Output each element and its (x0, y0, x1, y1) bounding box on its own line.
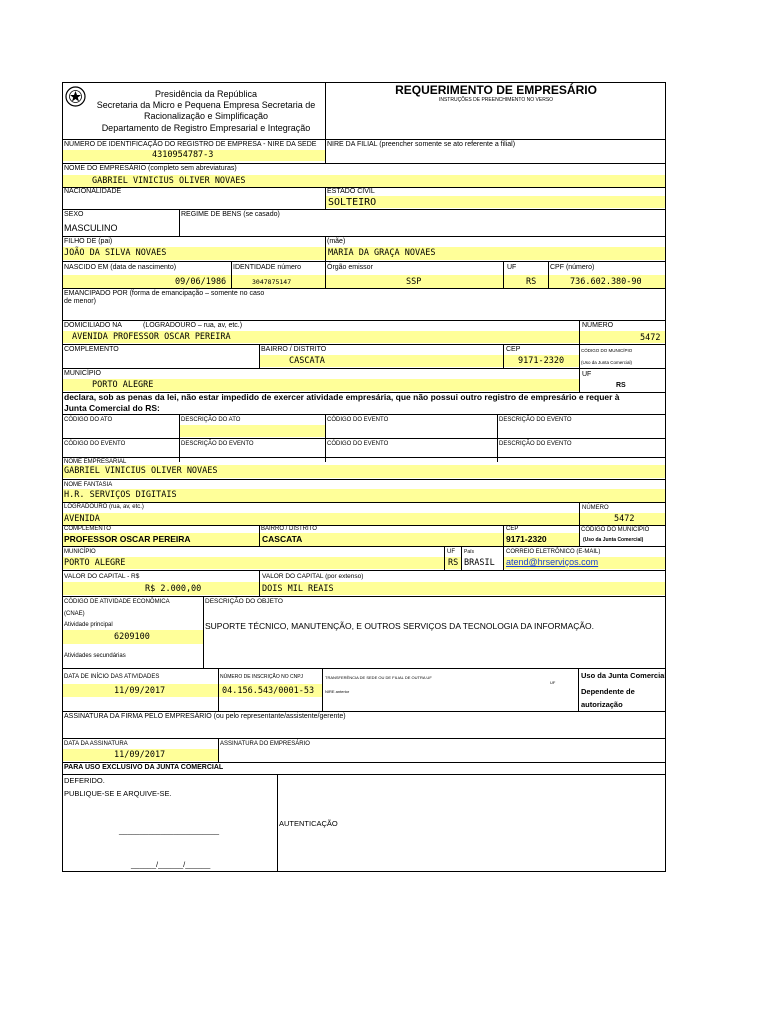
header-org2: Secretaria da Micro e Pequena Empresa Secretaria de (96, 100, 316, 110)
nome-fantasia-value[interactable]: H.R. SERVIÇOS DIGITAIS (64, 490, 177, 500)
nascido-label: NASCIDO EM (data de nascimento) (64, 264, 177, 271)
cnae-label-2: (CNAE) (64, 611, 85, 617)
header-org3: Racionalização e Simplificação (143, 111, 269, 121)
municipio-label: MUNICÍPIO (64, 370, 101, 377)
cnae-value[interactable]: 6209100 (114, 632, 150, 642)
nascimento-value[interactable]: 09/06/1986 (175, 277, 227, 287)
uso-junta-small-label: (Uso da Junta Comercial) (581, 360, 633, 365)
signature-line: ________________________ (119, 826, 220, 835)
bairro-value[interactable]: CASCATA (289, 356, 325, 366)
pais-label: País (464, 549, 475, 555)
date-line: ______/______/______ (131, 860, 211, 869)
bairro2-label: BAIRRO / DISTRITO (261, 526, 317, 532)
pai-value[interactable]: JOÃO DA SILVA NOVAES (64, 248, 167, 258)
codigo-evento-label-3: CÓDIGO DO EVENTO (327, 441, 389, 447)
form-title: REQUERIMENTO DE EMPRESÁRIO (395, 83, 597, 97)
complemento2-label: COMPLEMENTO (64, 526, 111, 532)
estado-civil-value[interactable]: SOLTEIRO (328, 197, 377, 208)
numero-label: NÚMERO (582, 322, 614, 329)
filho-pai-label: FILHO DE (pai) (64, 238, 113, 245)
municipio-uf-label: UF (582, 371, 592, 378)
identidade-value[interactable]: 3047875147 (252, 278, 292, 286)
declaracao-text-2: Junta Comercial do RS: (64, 403, 160, 413)
descricao-objeto-label: DESCRIÇÃO DO OBJETO (205, 598, 283, 605)
nome-empresario-label: NOME DO EMPRESÁRIO (completo sem abreviaturas) (64, 165, 237, 172)
cod-municipio-small-label: CÓDIGO DO MUNICÍPIO (581, 348, 633, 353)
email-link[interactable]: atend@hrserviços.com (506, 557, 599, 567)
assinatura-empresario-label: ASSINATURA DO EMPRESÁRIO (220, 741, 310, 747)
nome-fantasia-label: NOME FANTASIA (64, 482, 113, 488)
municipio-uf-value[interactable]: RS (616, 382, 626, 389)
identidade-label: IDENTIDADE número (233, 264, 302, 271)
orgao-value[interactable]: SSP (406, 277, 422, 287)
logradouro-hint: (LOGRADOURO – rua, av, etc.) (143, 322, 243, 329)
sexo-value[interactable]: MASCULINO (64, 223, 118, 233)
inscricao-cnpj-label: NÚMERO DE INSCRIÇÃO NO CNPJ (220, 674, 304, 680)
cep2-value[interactable]: 9171-2320 (506, 534, 547, 544)
nire-sede-label: NÚMERO DE IDENTIFICAÇÃO DO REGISTRO DE EMPRESA - NIRE DA SEDE (64, 141, 317, 148)
deferido-label: DEFERIDO. (64, 776, 105, 785)
uso-junta-box-3: autorização (581, 700, 623, 709)
sexo-label: SEXO (64, 211, 84, 218)
municipio2-value[interactable]: PORTO ALEGRE (64, 558, 126, 568)
numero-value[interactable]: 5472 (640, 333, 661, 343)
autenticacao-label: AUTENTICAÇÃO (279, 819, 338, 828)
nire-anterior-label: NIRE anterior (325, 689, 350, 694)
nome-empresario-value[interactable]: GABRIEL VINICIUS OLIVER NOVAES (92, 176, 246, 186)
descricao-evento-label-2: DESCRIÇÃO DO EVENTO (181, 441, 254, 447)
objeto-value[interactable]: SUPORTE TÉCNICO, MANUTENÇÃO, E OUTROS SERVIÇOS DA TECNOLOGIA DA INFORMAÇÃO. (205, 621, 595, 631)
data-inicio-label: DATA DE INÍCIO DAS ATIVIDADES (64, 674, 160, 680)
orgao-label: Órgão emissor (327, 264, 373, 271)
emancipado-label-2: de menor) (64, 298, 96, 305)
descricao-ato-label: DESCRIÇÃO DO ATO (181, 417, 241, 423)
atividade-principal-label: Atividade principal (64, 622, 113, 628)
cep2-label: CEP (506, 526, 519, 532)
mae-value[interactable]: MARIA DA GRAÇA NOVAES (328, 248, 436, 258)
cep-label: CEP (506, 346, 521, 353)
valor-capital-value[interactable]: R$ 2.000,00 (145, 584, 202, 594)
cpf-label: CPF (número) (550, 264, 595, 271)
mae-label: (mãe) (327, 238, 346, 245)
complemento2-value[interactable]: PROFESSOR OSCAR PEREIRA (64, 534, 191, 544)
nire-sede-value[interactable]: 4310954787-3 (152, 150, 214, 160)
uso-junta-box-1: Uso da Junta Comercial (581, 671, 667, 680)
nacionalidade-label: NACIONALIDADE (64, 188, 122, 195)
numero2-label: NÚMERO (582, 505, 609, 511)
cep-value[interactable]: 9171-2320 (518, 356, 565, 366)
bairro-label: BAIRRO / DISTRITO (261, 346, 327, 353)
data-inicio-value[interactable]: 11/09/2017 (114, 686, 166, 696)
transferencia-uf-label: UF (550, 680, 556, 685)
numero2-value[interactable]: 5472 (614, 514, 635, 524)
logradouro-value[interactable]: AVENIDA PROFESSOR OSCAR PEREIRA (72, 332, 231, 342)
declaracao-text: declara, sob as penas da lei, não estar impedido de exercer atividade empresária, que não possui outro registro de empresário e requer à (64, 392, 620, 402)
descricao-evento-label-3: DESCRIÇÃO DO EVENTO (499, 441, 572, 447)
municipio-value[interactable]: PORTO ALEGRE (92, 380, 154, 390)
pais-value[interactable]: BRASIL (464, 558, 495, 568)
uf-value[interactable]: RS (526, 277, 537, 287)
regime-bens-label: REGIME DE BENS (se casado) (181, 211, 280, 218)
email-label: CORREIO ELETRÔNICO (E-MAIL) (506, 549, 601, 555)
codigo-evento-label-1: CÓDIGO DO EVENTO (327, 417, 389, 423)
publique-label: PUBLIQUE-SE E ARQUIVE-SE. (64, 789, 172, 798)
valor-extenso-label: VALOR DO CAPITAL (por extenso) (262, 573, 364, 580)
cnae-label: CÓDIGO DE ATIVIDADE ECONÔMICA (64, 599, 170, 605)
uf2-label: UF (447, 549, 455, 555)
cpf-value[interactable]: 736.602.380-90 (570, 277, 642, 287)
bairro2-value[interactable]: CASCATA (262, 534, 303, 544)
nire-filial-label: NIRE DA FILIAL (preencher somente se ato referente a filial) (327, 141, 516, 148)
uf2-value[interactable]: RS (448, 558, 459, 568)
valor-extenso-value[interactable]: DOIS MIL REAIS (262, 584, 334, 594)
header-org4: Departamento de Registro Empresarial e Integração (101, 123, 311, 133)
cnpj-value[interactable]: 04.156.543/0001-53 (222, 686, 315, 696)
form-subtitle: INSTRUÇÕES DE PREENCHIMENTO NO VERSO (438, 97, 554, 103)
logradouro2-value[interactable]: AVENIDA (64, 514, 100, 524)
cod-municipio-label: CÓDIGO DO MUNICÍPIO (581, 527, 650, 533)
uso-junta-box-2: Dependente de (581, 687, 635, 696)
codigo-ato-label: CÓDIGO DO ATO (64, 417, 113, 423)
data-assinatura-value[interactable]: 11/09/2017 (114, 750, 166, 760)
transferencia-label: TRANSFERÊNCIA DE SEDE OU DE FILIAL DE OUTRA UF (325, 675, 432, 680)
para-uso-label: PARA USO EXCLUSIVO DA JUNTA COMERCIAL (64, 764, 224, 771)
complemento-label: COMPLEMENTO (64, 346, 119, 353)
atividades-secundarias-label: Atividades secundárias (64, 653, 126, 659)
nome-empresarial-value[interactable]: GABRIEL VINICIUS OLIVER NOVAES (64, 466, 218, 476)
uso-junta-label: (Uso da Junta Comercial) (583, 537, 644, 543)
estado-civil-label: ESTADO CIVIL (327, 188, 375, 195)
valor-capital-label: VALOR DO CAPITAL - R$ (64, 573, 140, 580)
data-assinatura-label: DATA DA ASSINATURA (64, 741, 128, 747)
domiciliado-label: DOMICILIADO NA (64, 322, 122, 329)
codigo-evento-label-2: CÓDIGO DO EVENTO (64, 441, 126, 447)
logradouro2-label: LOGRADOURO (rua, av, etc.) (64, 504, 144, 510)
nome-empresarial-label: NOME EMPRESARIAL (64, 459, 127, 465)
municipio2-label: MUNICÍPIO (64, 549, 96, 555)
header-org1: Presidência da República (154, 89, 258, 99)
uf-label: UF (507, 264, 517, 271)
descricao-evento-label-1: DESCRIÇÃO DO EVENTO (499, 417, 572, 423)
assinatura-firma-label: ASSINATURA DA FIRMA PELO EMPRESÁRIO (ou pelo representante/assistente/gerente) (64, 713, 346, 720)
emancipado-label: EMANCIPADO POR (forma de emancipação – somente no caso (64, 290, 265, 297)
